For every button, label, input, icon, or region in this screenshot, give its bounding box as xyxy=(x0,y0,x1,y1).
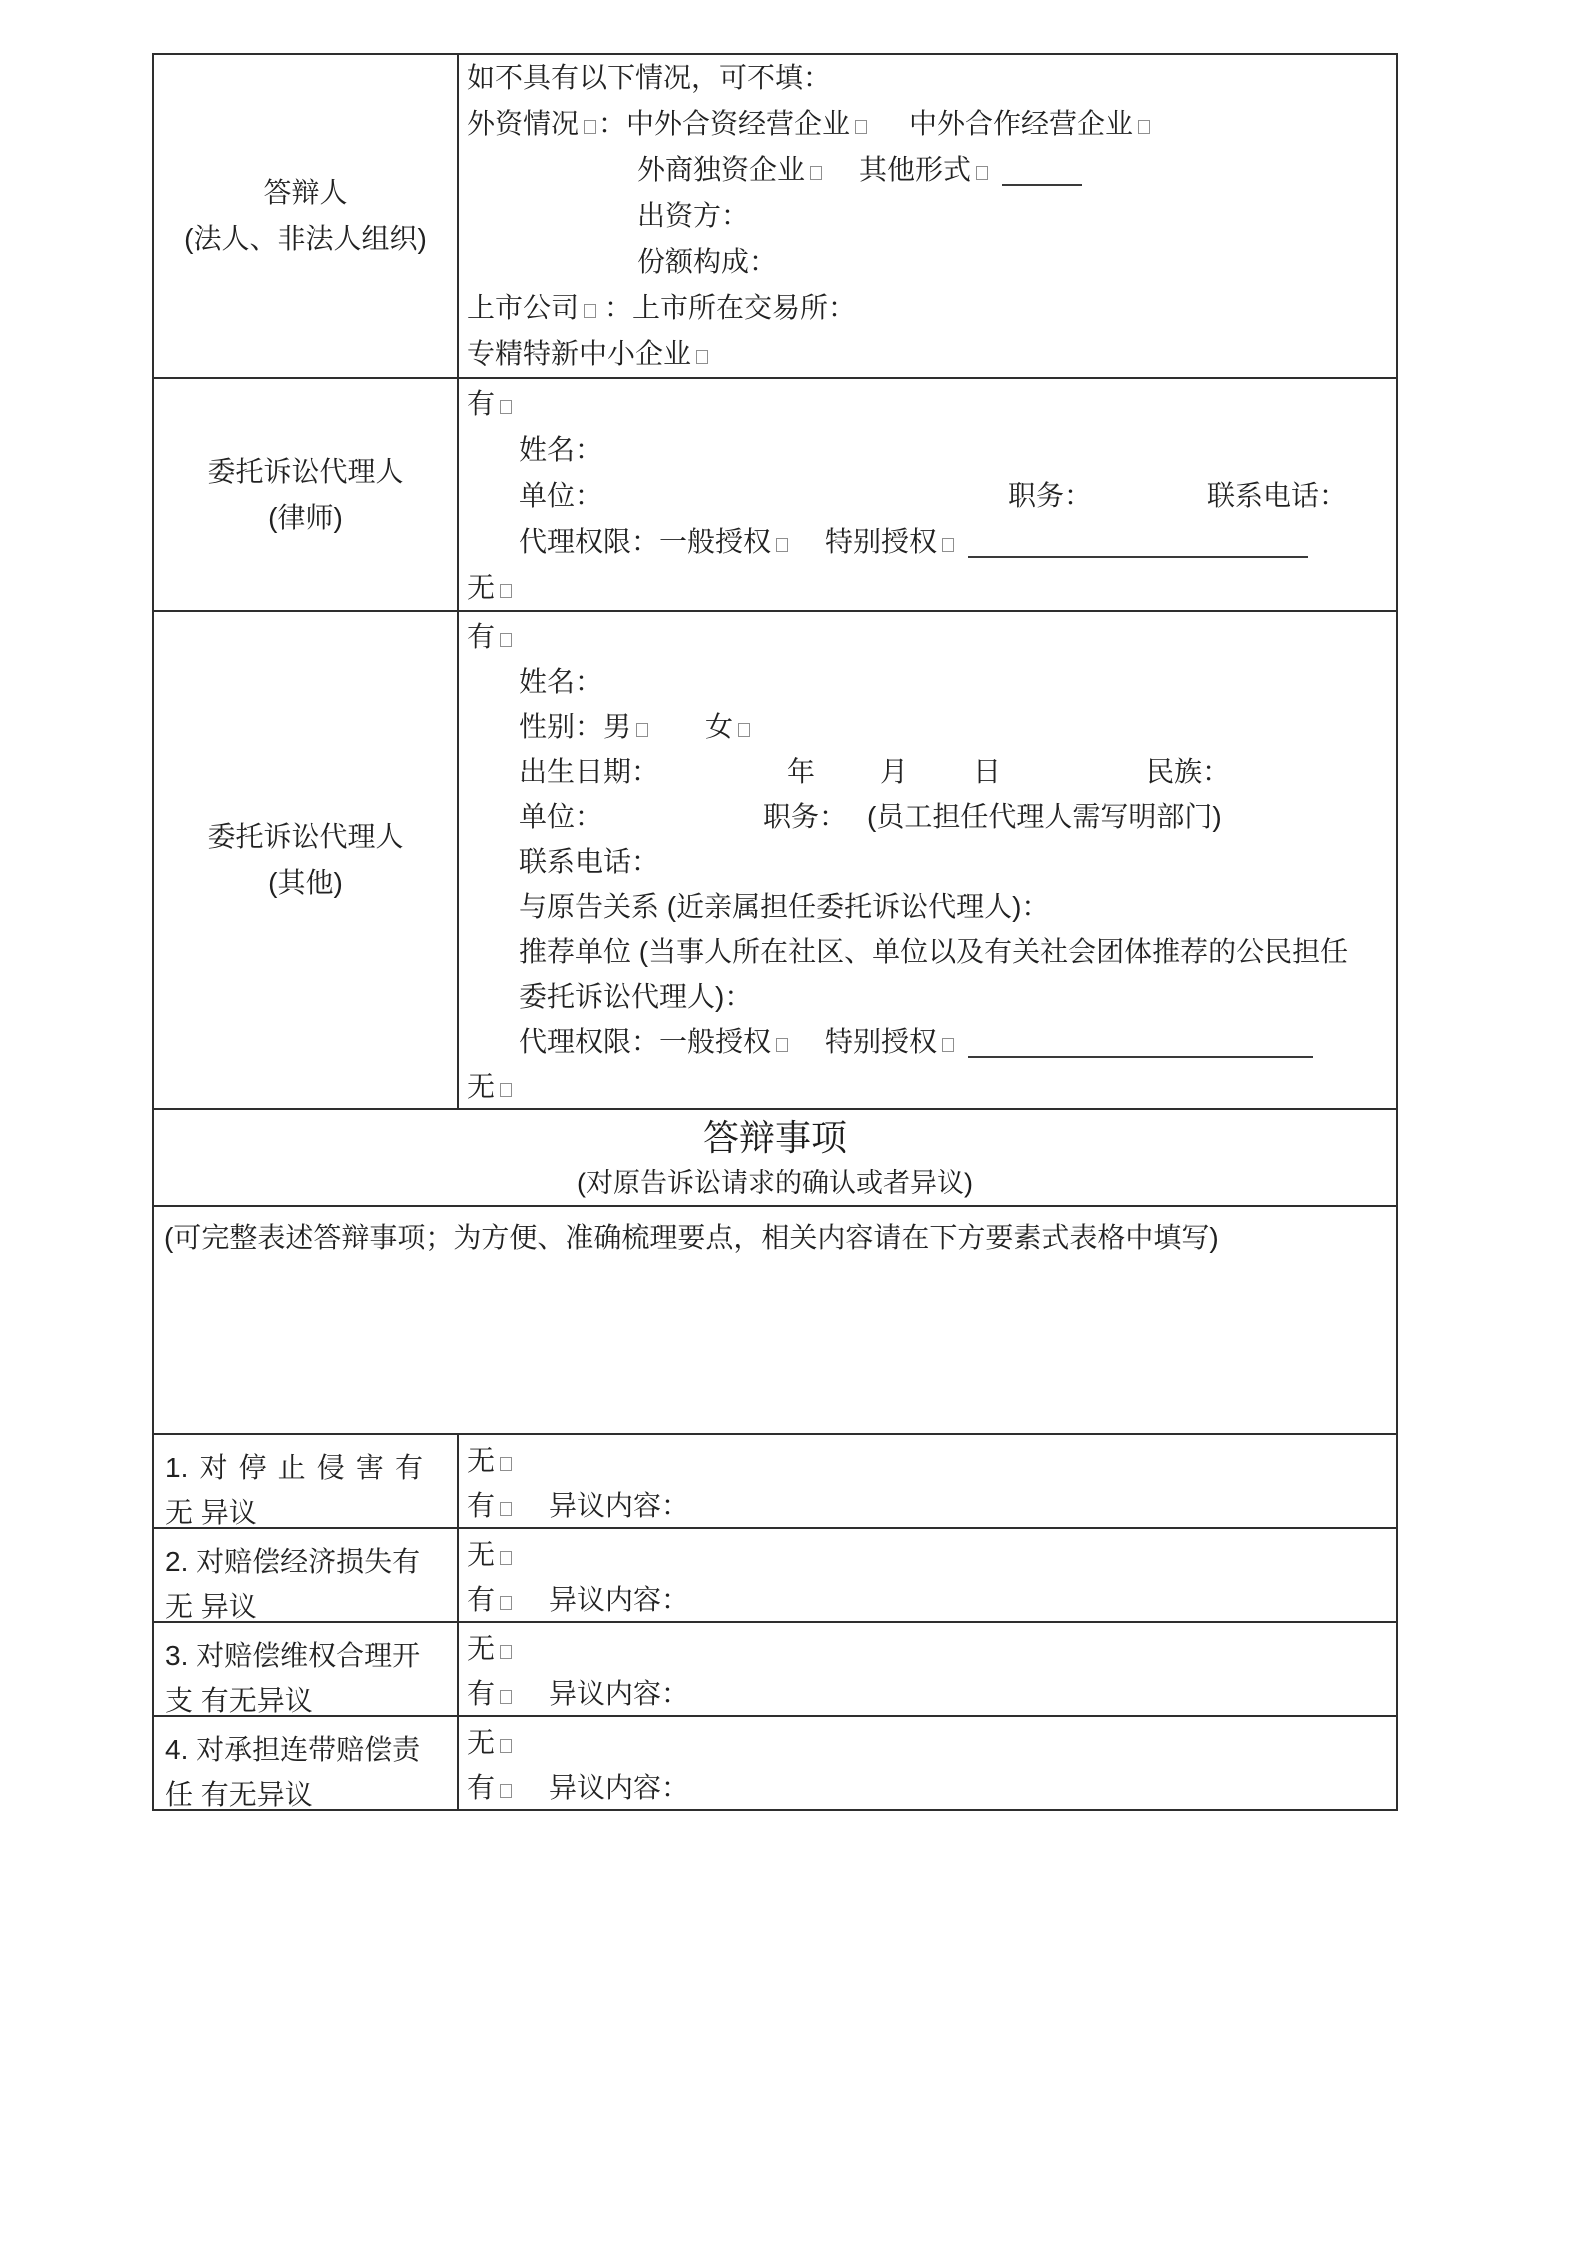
item-1-has-label: 有 xyxy=(467,1490,496,1521)
srdi-label: 专精特新中小企业 xyxy=(467,338,692,369)
item-4-label-cell xyxy=(154,1717,459,1809)
other-special-label: 特别授权 xyxy=(825,1026,938,1057)
checkbox-srdi[interactable] xyxy=(696,350,708,364)
item-2-has-label: 有 xyxy=(467,1584,496,1615)
lawyer-special-label: 特别授权 xyxy=(825,526,938,557)
item-1-none-line xyxy=(467,1438,1386,1483)
checkbox-wholly-foreign[interactable] xyxy=(810,166,822,180)
checkbox-item-3-has[interactable] xyxy=(500,1690,512,1704)
item-1-label-line2: 无 异议 xyxy=(165,1497,257,1528)
checkbox-jv[interactable] xyxy=(855,120,867,134)
lawyer-subtitle: (律师) xyxy=(268,501,343,533)
position-note: (员工担任代理人需写明部门) xyxy=(867,801,1222,832)
reply-subtitle: (对原告诉讼请求的确认或者异议) xyxy=(577,1168,973,1198)
recommend-line-2 xyxy=(467,974,1386,1019)
other-agent-subtitle: (其他) xyxy=(268,867,343,898)
lawyer-name-label: 姓名： xyxy=(519,434,604,465)
other-authority-line xyxy=(467,1019,1386,1064)
recommend-label-2: 委托诉讼代理人)： xyxy=(519,981,753,1012)
listed-label: 上市公司 xyxy=(467,292,580,323)
item-3-has-label: 有 xyxy=(467,1678,496,1709)
item-1-has-line xyxy=(467,1483,1386,1527)
item-3-label-cell xyxy=(154,1623,459,1715)
row-agent-lawyer xyxy=(154,377,1396,610)
item-3-none-label: 无 xyxy=(467,1633,496,1664)
checkbox-item-1-has[interactable] xyxy=(500,1502,512,1516)
srdi-line xyxy=(467,331,1386,377)
item-3-has-line xyxy=(467,1671,1386,1715)
coop-label: 中外合作经营企业 xyxy=(909,108,1134,139)
defense-form-table xyxy=(152,53,1398,1811)
lawyer-none-label: 无 xyxy=(467,572,496,603)
other-agent-header-cell xyxy=(154,612,459,1108)
checkbox-item-3-none[interactable] xyxy=(500,1645,512,1659)
other-agent-content-cell xyxy=(459,612,1396,1108)
relation-line xyxy=(467,884,1386,929)
respondent-content-cell xyxy=(459,55,1396,377)
item-3-label-line2: 支 有无异议 xyxy=(165,1685,313,1716)
relation-label: 与原告关系 (近亲属担任委托诉讼代理人)： xyxy=(519,891,1050,922)
item-4-has-label: 有 xyxy=(467,1772,496,1803)
other-phone-label: 联系电话： xyxy=(519,846,660,877)
reply-title: 答辩事项 xyxy=(702,1117,847,1158)
other-has-label: 有 xyxy=(467,621,496,652)
row-item-2 xyxy=(154,1527,1396,1621)
birth-label: 出生日期： xyxy=(519,756,660,787)
other-general-label: 一般授权 xyxy=(659,1026,772,1057)
item-1-objection-label: 异议内容： xyxy=(549,1490,690,1521)
checkbox-lawyer-has[interactable] xyxy=(500,400,512,414)
other-has-line xyxy=(467,614,1386,659)
checkbox-female[interactable] xyxy=(738,723,750,737)
row-item-3 xyxy=(154,1621,1396,1715)
year-label: 年 xyxy=(787,756,816,787)
item-4-has-line xyxy=(467,1765,1386,1809)
respondent-header-cell xyxy=(154,55,459,377)
item-3-none-line xyxy=(467,1626,1386,1671)
female-label: 女 xyxy=(705,711,734,742)
item-4-label-line2: 任 有无异议 xyxy=(165,1779,313,1810)
blank-other-form[interactable] xyxy=(1002,154,1082,186)
checkbox-male[interactable] xyxy=(636,723,648,737)
recommend-label-1: 推荐单位 (当事人所在社区、单位以及有关社会团体推荐的公民担任 xyxy=(519,936,1349,967)
other-name-line xyxy=(467,659,1386,704)
lawyer-has-label: 有 xyxy=(467,388,496,419)
item-3-objection-label: 异议内容： xyxy=(549,1678,690,1709)
checkbox-other-form[interactable] xyxy=(976,166,988,180)
lawyer-header-cell xyxy=(154,379,459,610)
item-1-none-label: 无 xyxy=(467,1445,496,1476)
lawyer-content-cell xyxy=(459,379,1396,610)
share-label: 份额构成： xyxy=(637,246,778,277)
lawyer-unit-label: 单位： xyxy=(519,480,604,511)
other-unit-line xyxy=(467,794,1386,839)
reply-note-text: (可完整表述答辩事项；为方便、准确梳理要点，相关内容请在下方要素式表格中填写) xyxy=(164,1222,1219,1253)
investor-label: 出资方： xyxy=(637,200,750,231)
birth-line xyxy=(467,749,1386,794)
lawyer-title: 委托诉讼代理人 xyxy=(207,455,404,487)
blank-lawyer-special[interactable] xyxy=(968,526,1308,558)
jv-label: 中外合资经营企业 xyxy=(626,108,851,139)
checkbox-lawyer-special[interactable] xyxy=(942,538,954,552)
item-2-none-label: 无 xyxy=(467,1539,496,1570)
lawyer-phone-label: 联系电话： xyxy=(1207,480,1348,511)
share-line xyxy=(467,239,1386,285)
row-agent-other xyxy=(154,610,1396,1108)
item-3-answer-cell xyxy=(459,1623,1396,1715)
month-label: 月 xyxy=(880,756,909,787)
foreign-status-label: 外资情况 xyxy=(467,108,580,139)
item-2-label-line2: 无 异议 xyxy=(165,1591,257,1622)
item-2-answer-cell xyxy=(459,1529,1396,1621)
exchange-label: ：上市所在交易所： xyxy=(604,292,857,323)
item-4-answer-cell xyxy=(459,1717,1396,1809)
checkbox-other-special[interactable] xyxy=(942,1038,954,1052)
male-label: 男 xyxy=(603,711,632,742)
recommend-line-1 xyxy=(467,929,1386,974)
checkbox-lawyer-none[interactable] xyxy=(500,584,512,598)
checkbox-item-2-has[interactable] xyxy=(500,1596,512,1610)
foreign-status-line xyxy=(467,101,1386,147)
row-respondent-entity xyxy=(154,55,1396,377)
checkbox-foreign-status[interactable] xyxy=(584,120,596,134)
respondent-tip: 如不具有以下情况，可不填： xyxy=(467,62,832,93)
gender-label: 性别： xyxy=(519,711,604,742)
other-position-label: 职务： xyxy=(763,801,848,832)
item-2-objection-label: 异议内容： xyxy=(549,1584,690,1615)
lawyer-none-line xyxy=(467,565,1386,610)
checkbox-item-4-has[interactable] xyxy=(500,1784,512,1798)
day-label: 日 xyxy=(973,756,1002,787)
other-none-label: 无 xyxy=(467,1071,496,1102)
checkbox-listed[interactable] xyxy=(584,304,596,318)
checkbox-other-has[interactable] xyxy=(500,633,512,647)
item-1-label-line1: 1.对停止侵害有 xyxy=(165,1452,423,1483)
respondent-title: 答辩人 xyxy=(263,177,348,208)
wholly-foreign-line xyxy=(467,147,1386,193)
item-2-none-line xyxy=(467,1532,1386,1577)
checkbox-coop[interactable] xyxy=(1138,120,1150,134)
row-item-4 xyxy=(154,1715,1396,1809)
other-phone-line xyxy=(467,839,1386,884)
checkbox-item-1-none[interactable] xyxy=(500,1457,512,1471)
checkbox-item-4-none[interactable] xyxy=(500,1739,512,1753)
item-4-none-line xyxy=(467,1720,1386,1765)
lawyer-authority-line xyxy=(467,519,1386,565)
ethnicity-label: 民族： xyxy=(1146,756,1231,787)
row-reply-note xyxy=(154,1205,1396,1433)
item-1-answer-cell xyxy=(459,1435,1396,1527)
checkbox-other-general[interactable] xyxy=(776,1038,788,1052)
other-agent-title: 委托诉讼代理人 xyxy=(207,821,404,852)
listed-line xyxy=(467,285,1386,331)
blank-other-special[interactable] xyxy=(968,1026,1313,1058)
other-form-label: 其他形式 xyxy=(859,154,972,185)
other-none-line xyxy=(467,1064,1386,1108)
item-1-label-cell xyxy=(154,1435,459,1527)
item-3-label-line1: 3. 对赔偿维权合理开 xyxy=(165,1640,421,1671)
item-2-label-line1: 2. 对赔偿经济损失有 xyxy=(165,1546,421,1577)
other-name-label: 姓名： xyxy=(519,666,604,697)
item-2-has-line xyxy=(467,1577,1386,1621)
lawyer-name-line xyxy=(467,427,1386,473)
lawyer-unit-line xyxy=(467,473,1386,519)
checkbox-lawyer-general[interactable] xyxy=(776,538,788,552)
other-authority-label: 代理权限： xyxy=(519,1026,660,1057)
investor-line xyxy=(467,193,1386,239)
item-2-label-cell xyxy=(154,1529,459,1621)
foreign-status-colon: ： xyxy=(598,108,627,139)
item-4-objection-label: 异议内容： xyxy=(549,1772,690,1803)
checkbox-other-none[interactable] xyxy=(500,1083,512,1097)
item-4-label-line1: 4. 对承担连带赔偿责 xyxy=(165,1734,421,1765)
item-4-none-label: 无 xyxy=(467,1727,496,1758)
other-unit-label: 单位： xyxy=(519,801,604,832)
row-reply-header xyxy=(154,1108,1396,1205)
wholly-foreign-label: 外商独资企业 xyxy=(637,154,806,185)
lawyer-general-label: 一般授权 xyxy=(659,526,772,557)
lawyer-has-line xyxy=(467,381,1386,427)
row-item-1 xyxy=(154,1433,1396,1527)
checkbox-item-2-none[interactable] xyxy=(500,1551,512,1565)
gender-line xyxy=(467,704,1386,749)
lawyer-authority-label: 代理权限： xyxy=(519,526,660,557)
respondent-subtitle: (法人、非法人组织) xyxy=(184,223,427,254)
lawyer-position-label: 职务： xyxy=(1008,480,1093,511)
